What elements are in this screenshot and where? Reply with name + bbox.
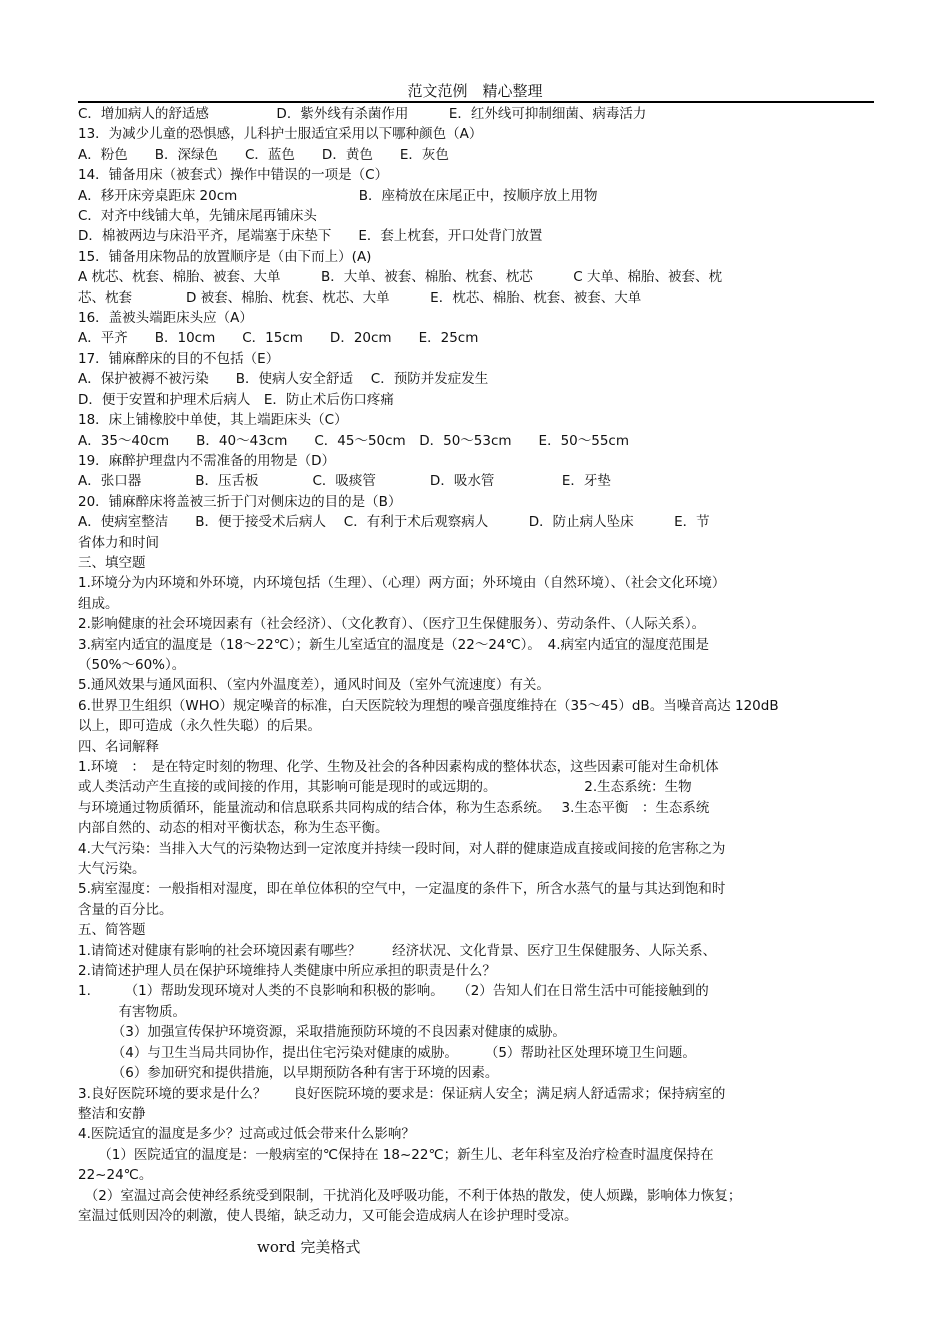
document-line: 1.请简述对健康有影响的社会环境因素有哪些？ 经济状况、文化背景、医疗卫生保健服务、人际关系、 — [78, 942, 717, 959]
document-line: A．移开床旁桌距床 20cm B．座椅放在床尾正中，按顺序放上用物 — [78, 187, 598, 204]
document-line: 20．铺麻醉床将盖被三折于门对侧床边的目的是（B） — [78, 493, 402, 510]
document-line: 22~24℃。 — [78, 1167, 153, 1184]
document-line: 4.大气污染：当排入大气的污染物达到一定浓度并持续一段时间，对人群的健康造成直接或间接的危害称之为 — [78, 840, 726, 857]
document-line: 5.通风效果与通风面积、（室内外温度差），通风时间及（室外气流速度）有关。 — [78, 677, 550, 694]
document-line: A．张口器 B．压舌板 C．吸痰管 D．吸水管 E．牙垫 — [78, 473, 611, 490]
document-line: 大气污染。 — [78, 861, 146, 878]
document-line: 18．床上铺橡胶中单使，其上端距床头（C） — [78, 412, 348, 429]
document-line: 4.医院适宜的温度是多少？过高或过低会带来什么影响？ — [78, 1126, 415, 1143]
document-line: 五、简答题 — [78, 922, 146, 939]
document-line: （2）室温过高会使神经系统受到限制，干扰消化及呼吸功能，不利于体热的散发，使人烦躁，影响体力恢复； — [78, 1187, 742, 1204]
document-line: 15．铺备用床物品的放置顺序是（由下而上）(A) — [78, 248, 372, 265]
document-line: （1）医院适宜的温度是：一般病室的℃保持在 18~22℃；新生儿、老年科室及治疗检查时温度保持在 — [78, 1146, 714, 1163]
document-line: 组成。 — [78, 595, 119, 612]
document-line: 2.影响健康的社会环境因素有（社会经济）、（文化教育）、（医疗卫生保健服务）、劳动条件、（人际关系）。 — [78, 616, 706, 633]
document-line: 含量的百分比。 — [78, 901, 173, 918]
page-header: 范文范例 精心整理 — [407, 82, 543, 100]
document-line: C．增加病人的舒适感 D．紫外线有杀菌作用 E．红外线可抑制细菌、病毒活力 — [78, 106, 647, 122]
document-line: 17．铺麻醉床的目的不包括（E） — [78, 350, 280, 367]
document-line: （50%～60%）。 — [78, 656, 186, 673]
document-line: 省体力和时间 — [78, 534, 159, 551]
document-line: 3.病室内适宜的温度是（18～22℃）；新生儿室适宜的温度是（22～24℃）。 4.病室内适宜的湿度范围是 — [78, 636, 710, 653]
document-line: 3.良好医院环境的要求是什么？ 良好医院环境的要求是：保证病人安全；满足病人舒适需求；保持病室的 — [78, 1085, 726, 1102]
document-line: 5.病室湿度：一般指相对湿度，即在单位体积的空气中，一定温度的条件下，所含水蒸气的量与其达到饱和时 — [78, 881, 726, 898]
document-line: 内部自然的、动态的相对平衡状态，称为生态平衡。 — [78, 820, 389, 837]
document-line: A．使病室整洁 B．便于接受术后病人 C．有利于术后观察病人 D．防止病人坠床 E．节 — [78, 514, 710, 531]
document-line: 19．麻醉护理盘内不需准备的用物是（D） — [78, 452, 336, 469]
document-line: 室温过低则因冷的刺激，使人畏缩，缺乏动力，又可能会造成病人在诊护理时受凉。 — [78, 1207, 578, 1224]
document-body — [78, 104, 874, 1226]
page-footer: word 完美格式 — [257, 1238, 361, 1256]
document-line: D．棉被两边与床沿平齐，尾端塞于床垫下 E．套上枕套，开口处背门放置 — [78, 228, 543, 245]
document-line: 13．为减少儿童的恐惧感，儿科护士服适宜采用以下哪种颜色（A） — [78, 126, 483, 143]
document-line: 2.请简述护理人员在保护环境维持人类健康中所应承担的职责是什么？ — [78, 963, 496, 980]
document-line: （4）与卫生当局共同协作，提出住宅污染对健康的威胁。 （5）帮助社区处理环境卫生问题。 — [78, 1044, 696, 1061]
document-line: 16．盖被头端距床头应（A） — [78, 310, 253, 327]
document-line: 或人类活动产生直接的或间接的作用，其影响可能是现时的或远期的。 2.生态系统：生物 — [78, 779, 692, 796]
document-line: A．平齐 B．10cm C．15cm D．20cm E．25cm — [78, 330, 479, 347]
document-line: 1.环境分为内环境和外环境，内环境包括（生理）、（心理）两方面；外环境由（自然环境）、（社会文化环境） — [78, 575, 726, 592]
document-line: 1.环境 ： 是在特定时刻的物理、化学、生物及社会的各种因素构成的整体状态，这些因素可能对生命机体 — [78, 759, 719, 775]
document-line: （6）参加研究和提供措施，以早期预防各种有害于环境的因素。 — [78, 1065, 499, 1082]
document-line: 以上，即可造成（永久性失聪）的后果。 — [78, 718, 321, 735]
document-line: 三、填空题 — [78, 554, 146, 571]
document-line: A．35～40cm B．40～43cm C．45～50cm D．50～53cm E．50～55cm — [78, 432, 629, 449]
document-line: 与环境通过物质循环，能量流动和信息联系共同构成的结合体，称为生态系统。 3.生态平衡 ：生态系统 — [78, 799, 710, 816]
header-rule — [78, 101, 874, 103]
document-line: 6.世界卫生组织（WHO）规定噪音的标准，白天医院较为理想的噪音强度维持在（35～45）dB。当噪音高达 120dB — [78, 697, 779, 714]
document-line: 1. （1）帮助发现环境对人类的不良影响和积极的影响。 （2）告知人们在日常生活中可能接触到的 — [78, 983, 709, 1000]
document-line: （3）加强宣传保护环境资源，采取措施预防环境的不良因素对健康的威胁。 — [78, 1024, 566, 1041]
document-line: A．粉色 B．深绿色 C．蓝色 D．黄色 E．灰色 — [78, 146, 449, 163]
document-line: D．便于安置和护理术后病人 E．防止术后伤口疼痛 — [78, 391, 394, 408]
document-line: 四、名词解释 — [78, 738, 159, 755]
document-line: 芯、枕套 D 被套、棉胎、枕套、枕芯、大单 E．枕芯、棉胎、枕套、被套、大单 — [78, 289, 642, 306]
document-line: C．对齐中线铺大单，先铺床尾再铺床头 — [78, 208, 317, 225]
document-line: A 枕芯、枕套、棉胎、被套、大单 B．大单、被套、棉胎、枕套、枕芯 C 大单、棉胎、被套、枕 — [78, 269, 723, 286]
document-line: 14．铺备用床（被套式）操作中错误的一项是（C） — [78, 167, 389, 184]
document-line: 整洁和安静 — [78, 1105, 146, 1122]
document-line: 有害物质。 — [78, 1003, 186, 1020]
document-line: A．保护被褥不被污染 B．使病人安全舒适 C．预防并发症发生 — [78, 371, 489, 388]
